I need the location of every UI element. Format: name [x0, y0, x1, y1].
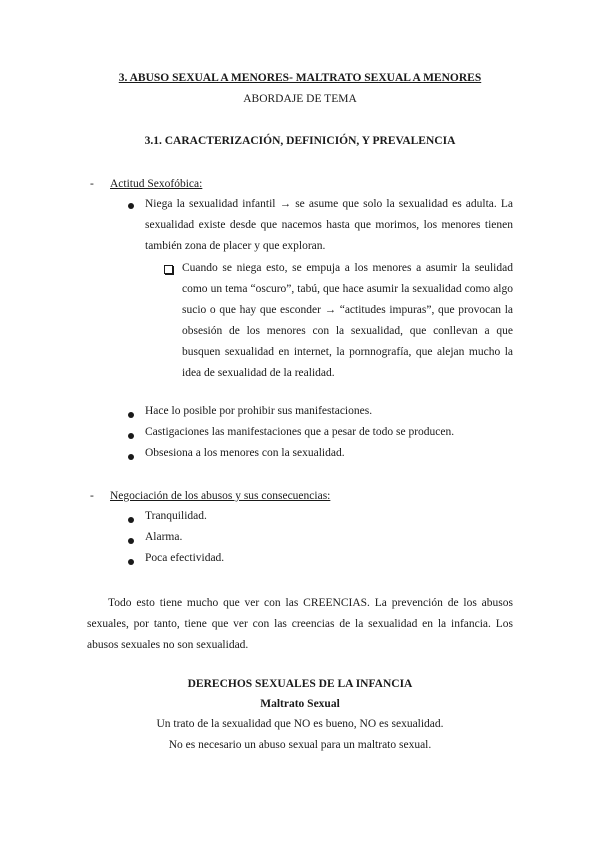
bullet-dot — [128, 559, 134, 565]
negociacion-heading: Negociación de los abusos y sus consecuencias: — [110, 490, 331, 502]
actitud-bullet-3: Obsesiona a los menores con la sexualidad. — [145, 447, 345, 459]
derechos-line-1: Un trato de la sexualidad que NO es bueno, NO es sexualidad. — [156, 718, 444, 730]
actitud-bullet-2: Castigaciones las manifestaciones que a pesar de todo se producen. — [145, 426, 455, 438]
section-heading: 3.1. CARACTERIZACIÓN, DEFINICIÓN, Y PREVALENCIA — [144, 135, 456, 147]
negociacion-bullet-3: Poca efectividad. — [145, 552, 225, 564]
derechos-heading: DERECHOS SEXUALES DE LA INFANCIA — [187, 678, 413, 690]
actitud-heading: Actitud Sexofóbica: — [110, 178, 203, 190]
maltrato-subheading: Maltrato Sexual — [260, 698, 340, 710]
bullet-dot — [128, 517, 134, 523]
actitud-sub-bullet: Cuando se niega esto, se empuja a los menores a asumir la seulidad como un tema “oscuro”, tabú, que hace asumir la sexualidad como algo sucio o que hay que esconder → “actitudes impuras”, que provocan la obsesión de los menores con la sexualidad, que conllevan a que busquen sexualidad en internet, la pornnografía, que alejan mucho la idea de sexualidad de la realidad. — [182, 262, 513, 379]
bullet-dot — [128, 203, 134, 209]
bullet-dot — [128, 538, 134, 544]
actitud-bullet-1: Hace lo posible por prohibir sus manifestaciones. — [145, 405, 373, 417]
document-title: 3. ABUSO SEXUAL A MENORES- MALTRATO SEXUAL A MENORES — [118, 72, 482, 84]
bullet-dot — [128, 412, 134, 418]
negociacion-bullet-1: Tranquilidad. — [145, 510, 207, 522]
negociacion-bullet-2: Alarma. — [145, 531, 183, 543]
creencias-paragraph: Todo esto tiene mucho que ver con las CREENCIAS. La prevención de los abusos sexuales, por tanto, tiene que ver con las creencias de la sexualidad en la infancia. Los abusos sexuales no son sexualidad. — [87, 597, 513, 651]
derechos-line-2: No es necesario un abuso sexual para un maltrato sexual. — [168, 739, 432, 751]
dash-marker: - — [90, 178, 94, 190]
dash-marker: - — [90, 490, 94, 502]
bullet-dot — [128, 454, 134, 460]
bullet-dot — [128, 433, 134, 439]
actitud-main-bullet: Niega la sexualidad infantil → se asume que solo la sexualidad es adulta. La sexualidad existe desde que nacemos hasta que morimos, los menores tienen también zona de placer y que exploran. — [145, 198, 513, 252]
checkbox-bullet-icon — [164, 265, 173, 274]
document-subtitle: ABORDAJE DE TEMA — [243, 93, 357, 105]
